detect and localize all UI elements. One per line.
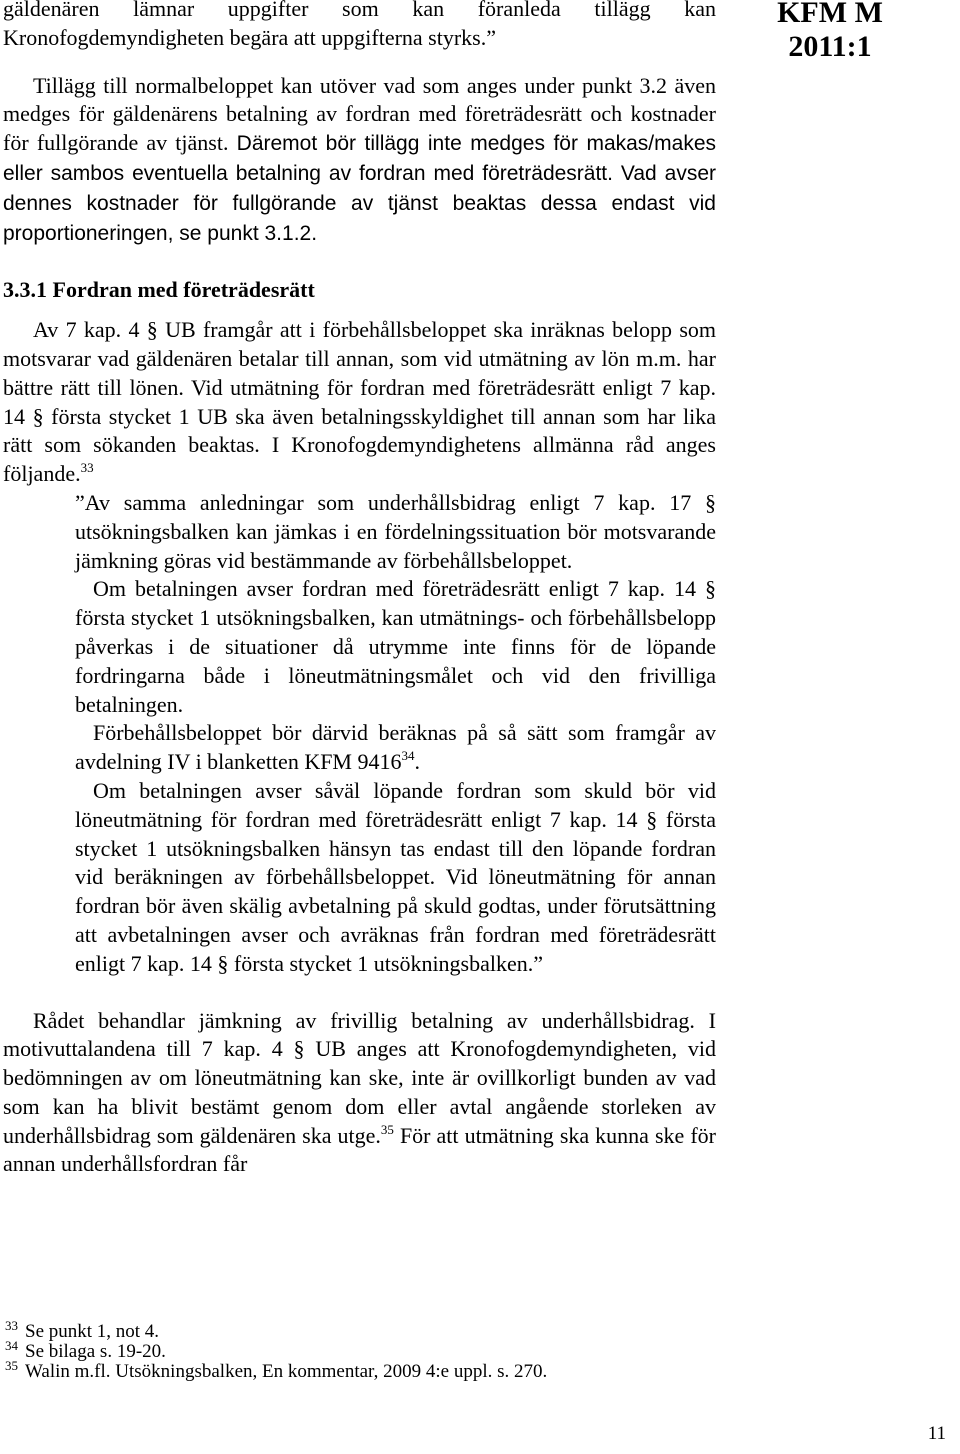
footnote-ref-35: 35	[380, 1121, 394, 1137]
quote-paragraph-3	[75, 719, 716, 777]
quote-paragraph-3-text: Förbehållsbeloppet bör därvid beräknas på så sätt som framgår av avdelning IV i blanketten KFM 9416	[75, 720, 716, 775]
paragraph-radet-tail: För att utmätning ska kunna ske för annan underhållsfordran får	[3, 1122, 717, 1177]
footnote-33	[3, 1318, 716, 1342]
paragraph-ub	[3, 316, 716, 489]
quote-paragraph-3-end: .	[414, 749, 420, 775]
paragraph-ub-text: Av 7 kap. 4 § UB framgår att i förbehållsbeloppet ska inräknas belopp som motsvarar vad gäldenären betalar till annan, som vid utmätning av lön m.m. har bättre rätt till lönen. Vid utmätning för fordran med företrädesrätt enligt 7 kap. 14 § första stycket 1 UB ska även betalningsskyldighet till annan som har lika rätt som sökanden beaktas. I Kronofogdemyndighetens allmänna råd anges följande.	[3, 317, 716, 487]
footnote-text: Walin m.fl. Utsökningsbalken, En kommentar, 2009 4:e uppl. s. 270.	[25, 1361, 548, 1382]
footnote-ref-34: 34	[401, 748, 415, 764]
paragraph-continuation: gäldenären lämnar uppgifter som kan föranleda tillägg kan Kronofogdemyndigheten begära att uppgifterna styrks.”	[3, 0, 716, 50]
spacer	[3, 979, 716, 1007]
footnote-number: 33	[5, 1318, 18, 1333]
document-identifier	[770, 0, 890, 64]
paragraph-radet	[3, 1007, 716, 1180]
footnote-ref-33: 33	[80, 460, 94, 476]
footnote-35	[3, 1358, 716, 1382]
quote-paragraph-1: ”Av samma anledningar som underhållsbidrag enligt 7 kap. 17 § utsökningsbalken kan jämkas i en fördelningssituation bör motsvarande jämkning göras vid bestämmande av förbehållsbeloppet.	[75, 489, 716, 573]
footnote-34	[3, 1338, 716, 1362]
spacer	[3, 305, 716, 316]
paragraph-tillagg-sans: Däremot bör tillägg inte medges för makas/makes eller sambos eventuella betalning av fordran med företrädesrätt. Vad avser dennes kostnader för fullgörande av tjänst beaktas dessa endast vid proportioneringen, se punkt 3.1.2.	[3, 132, 716, 245]
footnote-text: Se punkt 1, not 4.	[25, 1321, 160, 1342]
main-text-column	[3, 0, 716, 1179]
doc-id-line1: KFM M	[777, 0, 883, 29]
footnote-number: 35	[5, 1358, 18, 1373]
spacer	[3, 248, 716, 276]
spacer	[3, 53, 716, 72]
block-quote-allmanna-rad	[3, 489, 716, 979]
footnote-number: 34	[5, 1338, 18, 1353]
doc-id-line2: 2011:1	[788, 30, 872, 63]
paragraph-radet-text: Rådet behandlar jämkning av frivillig betalning av underhållsbidrag. I motivuttalandena till 7 kap. 4 § UB anges att Kronofogdemyndigheten, vid bedömningen av om löneutmätning kan ske, inte är ovillkorligt bunden av vad som kan ha blivit bestämt genom dom eller avtal angående storleken av underhållsbidrag som gäldenären ska utge.	[3, 1007, 716, 1148]
section-heading: 3.3.1 Fordran med företrädesrätt	[3, 277, 315, 303]
paragraph-tillagg-serif: Tillägg till normalbeloppet kan utöver vad som anges under punkt 3.2 även medges för gäldenärens betalning av fordran med företrädesrätt och kostnader för fullgörande av tjänst.	[3, 72, 716, 156]
quote-paragraph-2: Om betalningen avser fordran med företrädesrätt enligt 7 kap. 14 § första stycket 1 utsökningsbalken, kan utmätnings- och förbehållsbelopp påverkas i de situationer då utrymme inte finns för de löpande fordringarna både i löneutmätningsmålet och vid den frivilliga betalningen.	[75, 576, 716, 717]
footnotes	[3, 1318, 716, 1382]
paragraph-tillagg	[3, 72, 716, 249]
footnote-text: Se bilaga s. 19-20.	[25, 1341, 166, 1362]
quote-paragraph-4: Om betalningen avser såväl löpande fordran som skuld bör vid löneutmätning för fordran med företrädesrätt enligt 7 kap. 14 § första stycket 1 utsökningsbalken hänsyn tas endast till den löpande fordran vid beräkningen av förbehållsbeloppet. Vid löneutmätning för annan fordran bör även skälig avbetalning på skuld godtas, under förutsättning att avbetalningen avser och avräknas från fordran med företrädesrätt enligt 7 kap. 14 § första stycket 1 utsökningsbalken.”	[75, 777, 716, 976]
page-number: 11	[927, 1423, 946, 1444]
